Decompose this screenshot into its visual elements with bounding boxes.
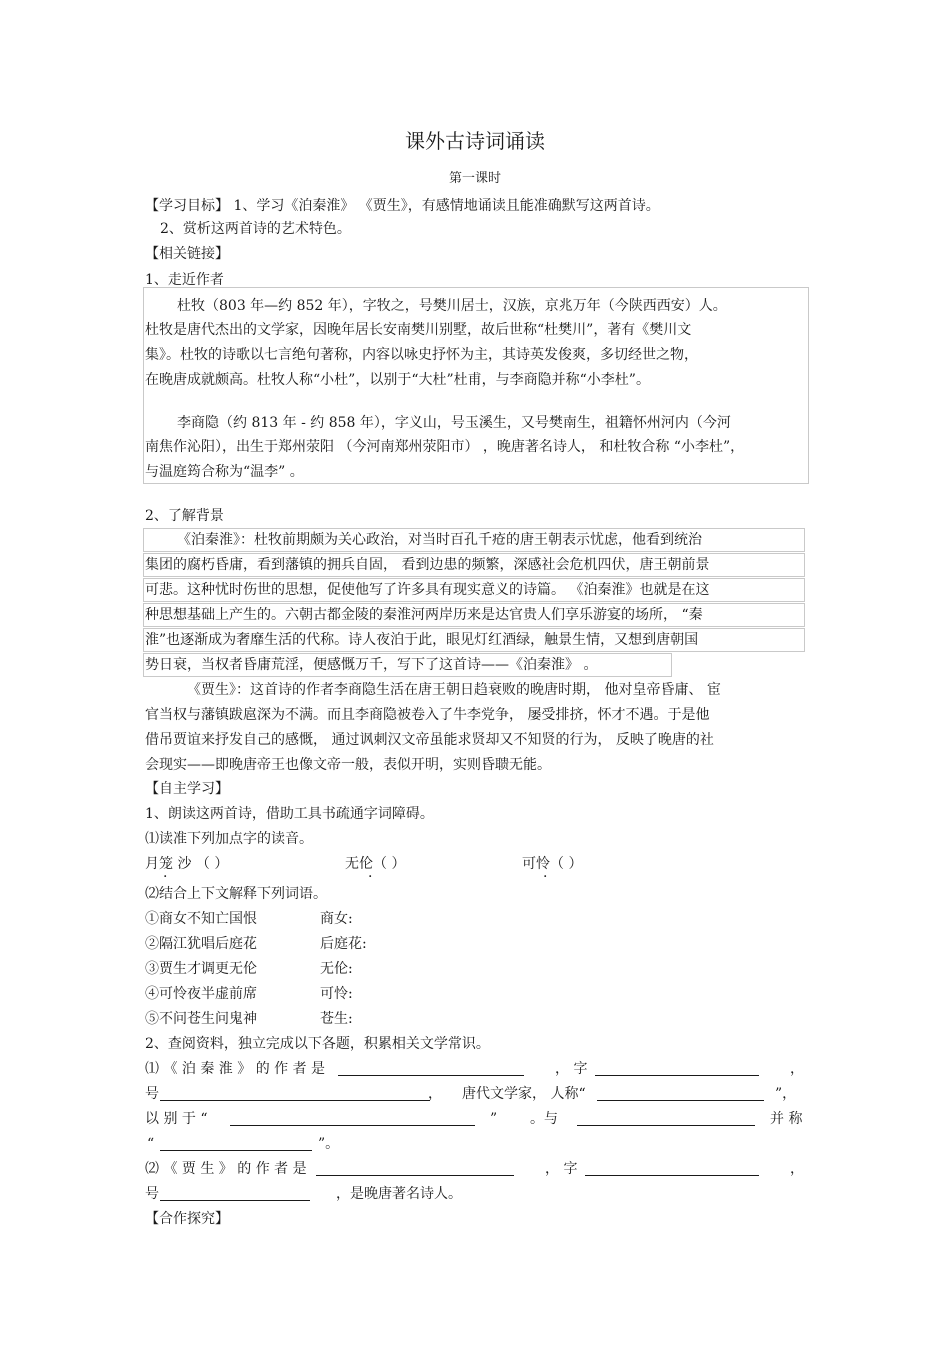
q1-text: 1、朗读这两首诗，借助工具书疏通字词障碍。: [145, 806, 434, 822]
vocab-word-3: 无伦:: [320, 961, 353, 977]
q2-1-open: “: [147, 1136, 155, 1152]
emphasis-dot: ·: [163, 869, 168, 885]
q2-1-hao: 号: [145, 1086, 159, 1102]
q2-1-yibieyu: 以 别 于 “: [145, 1111, 208, 1127]
author-blank-2[interactable]: [316, 1161, 514, 1176]
q2-2-zi: ， 字: [545, 1161, 578, 1177]
jiasheng-line-4: 会现实——即晚唐帝王也像文帝一般，表似开明，实则昏聩无能。: [145, 757, 551, 773]
q1-1-text: ⑴读准下列加点字的读音。: [145, 831, 313, 847]
vocab-phrase-3: ③贾生才调更无伦: [145, 961, 257, 977]
bqh-line-1: 《泊秦淮》：杜牧前期颇为关心政治，对当时百孔千疮的唐王朝表示忧虑，他看到统治: [177, 532, 702, 548]
bqh-line-3: 可悲。这种忧时伤世的思想，促使他写了许多具有现实意义的诗篇。 《泊秦淮》也就是在这: [145, 582, 710, 598]
jiasheng-line-1: 《贾生》：这首诗的作者李商隐生活在唐王朝日趋衰败的晚唐时期， 他对皇帝昏庸、 宦: [187, 682, 721, 698]
background-heading: 2、了解背景: [145, 508, 224, 524]
bqh-line-4: 种思想基础上产生的。六朝古都金陵的秦淮河两岸历来是达官贵人们享乐游宴的场所， “秦: [145, 607, 703, 623]
vocab-word-5: 苍生:: [320, 1011, 353, 1027]
q2-2-comma: ，: [790, 1161, 804, 1177]
lishangyin-line-3: 与温庭筠合称为“温李” 。: [145, 464, 304, 480]
q2-1-close: ”，: [775, 1086, 797, 1102]
author-blank[interactable]: [338, 1061, 524, 1076]
dumu-line-3: 集》。杜牧的诗歌以七言绝句著称，内容以咏史抒怀为主，其诗英发俊爽，多切经世之物，: [145, 347, 698, 363]
links-heading: 【相关链接】: [145, 246, 229, 262]
jiasheng-line-3: 借吊贾谊来抒发自己的感慨， 通过讽刺汉文帝虽能求贤却又不知贤的行为， 反映了晚唐的社: [145, 732, 714, 748]
dumu-line-1: 杜牧（803 年—约 852 年），字牧之，号樊川居士，汉族，京兆万年（今陕西西安）人。: [177, 298, 727, 314]
q2-1-end: ”。: [318, 1136, 340, 1152]
bqh-line-6: 势日衰，当权者昏庸荒淫，便感慨万千，写下了这首诗——《泊秦淮》 。: [145, 657, 598, 673]
vocab-phrase-1: ①商女不知亡国恨: [145, 911, 257, 927]
hao-blank[interactable]: [160, 1086, 430, 1101]
q2-2-tail: ，是晚唐著名诗人。: [336, 1186, 462, 1202]
zi-blank-2[interactable]: [585, 1161, 759, 1176]
q2-1-renc: 唐代文学家， 人称“: [462, 1086, 586, 1102]
q2-1-zi: ， 字: [555, 1061, 588, 1077]
nickname-blank[interactable]: [597, 1086, 764, 1101]
vocab-phrase-5: ⑤不问苍生问鬼神: [145, 1011, 257, 1027]
zi-blank[interactable]: [595, 1061, 759, 1076]
pron-item-1[interactable]: 月笼 沙 （ ）: [145, 856, 229, 872]
lishangyin-line-2: 南焦作沁阳），出生于郑州荥阳 （今河南郑州荥阳市） ，晚唐著名诗人， 和杜牧合称 “小李杜”，: [145, 439, 745, 455]
q2-1-quote: ”: [490, 1111, 498, 1127]
q2-text: 2、查阅资料，独立完成以下各题，积累相关文学常识。: [145, 1036, 490, 1052]
q2-2-hao: 号: [145, 1186, 159, 1202]
q2-1-comma: ，: [790, 1061, 804, 1077]
q2-1-label: ⑴ 《 泊 秦 淮 》 的 作 者 是: [145, 1061, 326, 1077]
emphasis-dot: ·: [543, 869, 548, 885]
dumu-line-4: 在晚唐成就颇高。杜牧人称“小杜”，以别于“大杜”杜甫，与李商隐并称“小李杜”。: [145, 372, 650, 388]
coop-heading: 【合作探究】: [145, 1211, 229, 1227]
author-heading: 1、走近作者: [145, 272, 224, 288]
vocab-phrase-2: ②隔江犹唱后庭花: [145, 936, 257, 952]
peer-blank[interactable]: [577, 1111, 755, 1126]
vocab-phrase-4: ④可怜夜半虚前席: [145, 986, 257, 1002]
q2-1-comma-2: ，: [428, 1086, 442, 1102]
q2-1-yu: 。与: [530, 1111, 558, 1127]
joint-name-blank[interactable]: [160, 1136, 312, 1151]
q1-2-text: ⑵结合上下文解释下列词语。: [145, 886, 327, 902]
dumu-line-2: 杜牧是唐代杰出的文学家，因晚年居长安南樊川别墅，故后世称“杜樊川”，著有《樊川文: [145, 322, 692, 338]
self-study-heading: 【自主学习】: [145, 781, 229, 797]
bqh-line-2: 集团的腐朽昏庸，看到藩镇的拥兵自固， 看到边患的频繁，深感社会危机四伏，唐王朝前景: [145, 557, 710, 573]
q2-1-bingcheng: 并 称: [770, 1111, 803, 1127]
hao-blank-2[interactable]: [160, 1186, 310, 1201]
pron-item-2[interactable]: 无伦（ ）: [345, 856, 406, 872]
q2-2-label: ⑵ 《 贾 生 》 的 作 者 是: [145, 1161, 307, 1177]
lishangyin-line-1: 李商隐（约 813 年 - 约 858 年），字义山，号玉溪生，又号樊南生，祖籍怀州河内（今河: [177, 415, 731, 431]
emphasis-dot: ·: [368, 869, 373, 885]
vocab-word-2: 后庭花:: [320, 936, 367, 952]
vocab-word-4: 可怜:: [320, 986, 353, 1002]
goals-line-1: 【学习目标】 1、学习《泊秦淮》 《贾生》，有感情地诵读且能准确默写这两首诗。: [145, 198, 660, 214]
goals-line-2: 2、赏析这两首诗的艺术特色。: [160, 221, 351, 237]
page-title: 课外古诗词诵读: [405, 129, 545, 153]
pron-item-3[interactable]: 可怜（ ）: [522, 856, 583, 872]
distinguish-blank[interactable]: [230, 1111, 475, 1126]
vocab-word-1: 商女:: [320, 911, 353, 927]
jiasheng-line-2: 官当权与藩镇跋扈深为不满。而且李商隐被卷入了牛李党争， 屡受排挤，怀才不遇。于是他: [145, 707, 710, 723]
page-subtitle: 第一课时: [448, 171, 501, 186]
bqh-line-5: 淮”也逐渐成为奢靡生活的代称。诗人夜泊于此，眼见灯红酒绿，触景生情，又想到唐朝国: [145, 632, 699, 648]
